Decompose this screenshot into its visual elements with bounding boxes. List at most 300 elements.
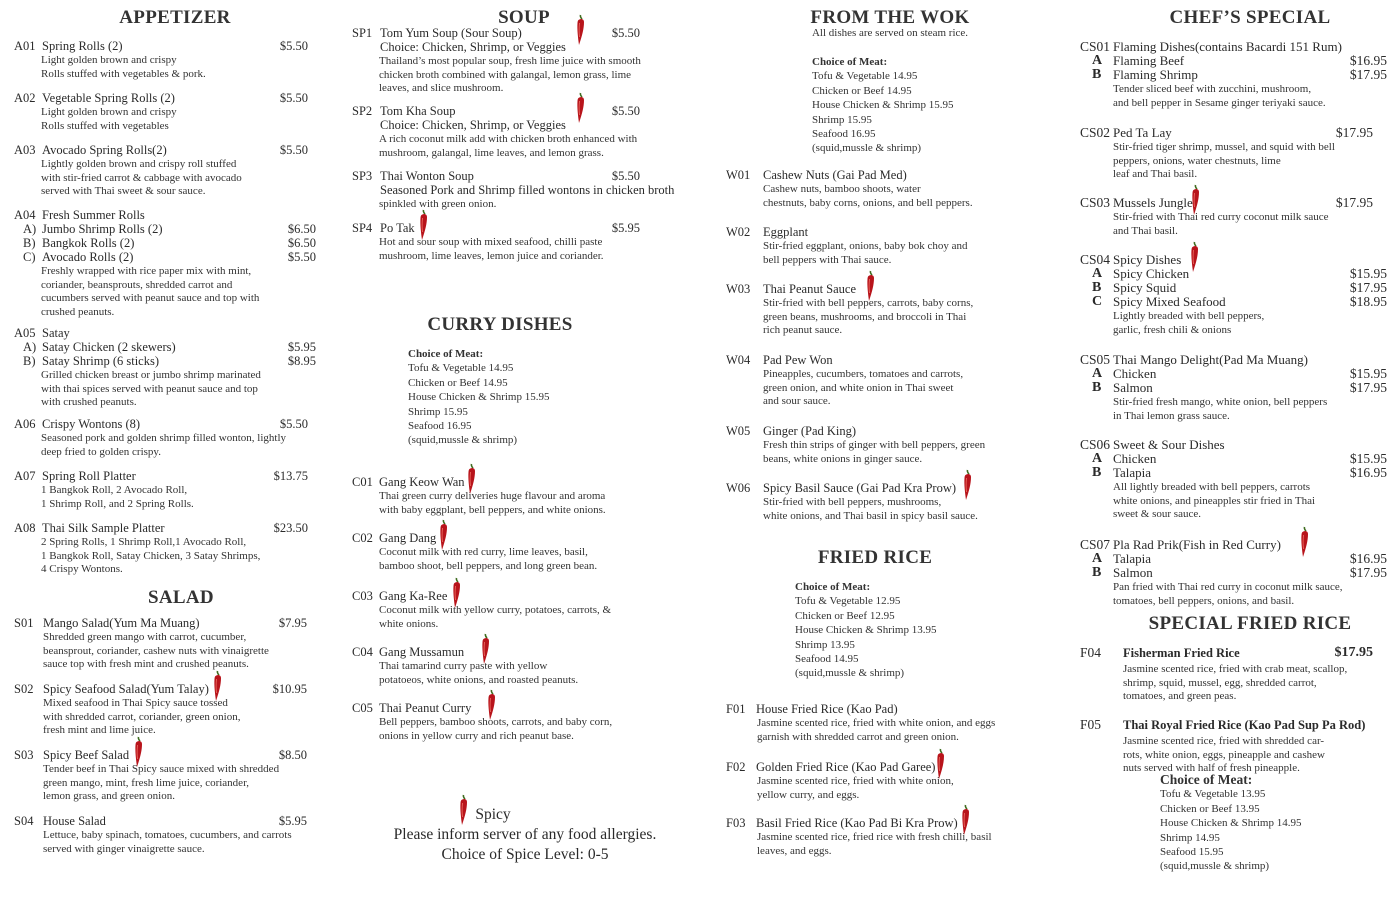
meat-choice-title: Choice of Meat:: [812, 56, 888, 68]
spicy-chili-icon: [865, 270, 876, 302]
item-name: Crispy Wontons (8): [42, 417, 141, 431]
description-line: lemon grass, and green onion.: [43, 790, 175, 803]
item-code: S02: [14, 682, 34, 696]
description-line: sweet & sour sauce.: [1113, 508, 1201, 521]
description-line: in Thai lemon grass sauce.: [1113, 409, 1230, 422]
item-price: $7.95: [278, 616, 307, 630]
item-code: C01: [352, 475, 373, 489]
item-price: $17.95: [1334, 645, 1373, 660]
item-code: W06: [726, 481, 751, 495]
description-line: beansprout, coriander, cashew nuts with vinaigrette: [43, 644, 269, 657]
description-line: 4 Crispy Wontons.: [41, 563, 123, 576]
item-name: Thai Wonton Soup: [380, 169, 474, 183]
sub-option-price: $6.50: [287, 236, 316, 250]
meat-choice-line: Shrimp 15.95: [812, 113, 872, 126]
sub-option-name: Chicken: [1113, 451, 1157, 466]
wok-subheading: All dishes are served on steam rice.: [811, 27, 969, 39]
item-choice: Seasoned Pork and Shrimp filled wontons in chicken broth: [380, 183, 675, 197]
description-line: Lettuce, baby spinach, tomatoes, cucumbers, and carrots: [43, 829, 292, 841]
description-line: rich peanut sauce.: [763, 324, 843, 337]
item-code: CS02: [1080, 125, 1111, 140]
item-description: [1113, 211, 1329, 238]
item-name: Ginger (Pad King): [763, 424, 857, 438]
sub-option-letter: B): [23, 236, 36, 250]
item-name: Eggplant: [763, 225, 809, 239]
meat-choice-line: Chicken or Beef 13.95: [1160, 802, 1260, 815]
description-line: Seasoned pork and golden shrimp filled wonton, lightly: [41, 432, 287, 444]
item-code: A07: [14, 469, 36, 483]
item-name: Spicy Beef Salad: [43, 748, 130, 762]
item-price: $5.50: [279, 143, 308, 157]
item-code: F05: [1080, 717, 1102, 732]
description-line: green onion, and white onion in Thai sweet: [763, 381, 954, 394]
description-line: and Thai basil.: [1113, 224, 1178, 237]
sub-option-price: $17.95: [1349, 67, 1387, 82]
item-name: Gang Keow Wan: [379, 475, 465, 489]
sub-option-name: Jumbo Shrimp Rolls (2): [42, 222, 163, 236]
sub-option-name: Satay Chicken (2 skewers): [42, 340, 176, 354]
meat-choice-line: Tofu & Vegetable 14.95: [812, 70, 918, 83]
sub-option-letter: A: [1092, 451, 1103, 466]
description-line: Coconut milk with red curry, lime leaves, basil,: [379, 546, 588, 558]
item-name: House Salad: [43, 814, 106, 828]
description-line: Thai tamarind curry paste with yellow: [379, 660, 548, 672]
description-line: mushroom, lime leaves, lemon juice and coriander.: [379, 249, 604, 262]
item-name: Spring Rolls (2): [42, 39, 123, 53]
item-name: Gang Mussamun: [379, 645, 465, 659]
description-line: rots, white onion, eggs, pineapple and cashew: [1123, 748, 1325, 761]
item-name: Flaming Dishes(contains Bacardi 151 Rum): [1113, 39, 1342, 54]
spice-level-notice: Choice of Spice Level: 0-5: [441, 846, 609, 863]
description-line: Pan fried with Thai red curry in coconut milk sauce,: [1113, 581, 1343, 593]
description-line: peppers, onions, water chestnuts, lime: [1113, 154, 1281, 167]
item-name: Po Tak: [380, 221, 415, 235]
description-line: shrimp, squid, mussel, egg, shredded carrot,: [1123, 676, 1317, 689]
sub-option-price: $17.95: [1349, 380, 1387, 395]
meat-choice-line: Shrimp 15.95: [408, 405, 468, 418]
appetizer-heading: APPETIZER: [119, 7, 231, 28]
item-name: Ped Ta Lay: [1113, 125, 1172, 140]
wok-heading: FROM THE WOK: [810, 7, 970, 28]
description-line: Grilled chicken breast or jumbo shrimp marinated: [41, 369, 261, 381]
item-price: $5.50: [611, 26, 640, 40]
description-line: leaf and Thai basil.: [1113, 168, 1198, 181]
item-name: Gang Dang: [379, 531, 437, 545]
sub-option-price: $5.50: [287, 250, 316, 264]
special-fried-rice-heading: SPECIAL FRIED RICE: [1148, 613, 1352, 634]
item-choice: Choice: Chicken, Shrimp, or Veggies: [380, 40, 566, 54]
item-code: A06: [14, 417, 36, 431]
spicy-chili-icon: [212, 670, 223, 702]
item-code: W03: [726, 282, 751, 296]
description-line: green beans, mushrooms, and broccoli in Thai: [763, 310, 967, 323]
salad-heading: SALAD: [148, 587, 214, 608]
sub-option-price: $6.50: [287, 222, 316, 236]
item-code: C05: [352, 701, 373, 715]
allergy-notice: Please inform server of any food allergies.: [393, 826, 657, 843]
item-name: Tom Kha Soup: [380, 104, 456, 118]
item-code: S01: [14, 616, 34, 630]
meat-choice-line: (squid,mussle & shrimp): [812, 142, 922, 155]
meat-choice-line: House Chicken & Shrimp 15.95: [812, 99, 954, 112]
description-line: bamboo shoot, bell peppers, and long green bean.: [379, 559, 598, 572]
sub-option-price: $17.95: [1349, 280, 1387, 295]
curry-heading: CURRY DISHES: [427, 314, 573, 335]
sub-option-price: $15.95: [1349, 266, 1387, 281]
item-price: $23.50: [273, 521, 308, 535]
spicy-chili-icon: [466, 463, 477, 495]
description-line: fresh mint and lime juice.: [43, 724, 156, 737]
meat-choice-title: Choice of Meat:: [408, 348, 484, 360]
item-code: CS05: [1080, 352, 1111, 367]
spicy-chili-icon: [480, 633, 491, 665]
description-line: Thai green curry deliveries huge flavour and aroma: [379, 490, 606, 502]
description-line: white onions.: [379, 617, 439, 630]
spicy-chili-icon: [1299, 526, 1310, 558]
description-line: chicken broth combined with galangal, lemon grass, lime: [379, 68, 632, 81]
description-line: leaves, and slice mushroom.: [379, 82, 504, 95]
item-name: Thai Peanut Sauce: [763, 282, 857, 296]
description-line: nuts served with half of fresh pineapple.: [1123, 762, 1300, 775]
item-name: Vegetable Spring Rolls (2): [42, 91, 175, 105]
item-code: SP2: [352, 104, 373, 118]
sub-option-letter: A: [1092, 53, 1103, 68]
meat-choice-line: House Chicken & Shrimp 13.95: [795, 624, 937, 637]
item-price: $8.50: [278, 748, 307, 762]
item-code: C02: [352, 531, 373, 545]
description-line: 1 Shrimp Roll, and 2 Spring Rolls.: [41, 497, 194, 510]
item-name: Fresh Summer Rolls: [42, 208, 145, 222]
sub-option-name: Flaming Beef: [1113, 53, 1185, 68]
sub-option-name: Salmon: [1113, 565, 1153, 580]
meat-choice-line: House Chicken & Shrimp 15.95: [408, 391, 550, 404]
sub-option-letter: A): [23, 340, 37, 354]
description-line: bell peppers with Thai sauce.: [763, 253, 892, 266]
description-line: Stir-fried fresh mango, white onion, bell peppers: [1113, 396, 1328, 408]
sub-option-price: $16.95: [1349, 465, 1387, 480]
item-code: CS07: [1080, 537, 1111, 552]
meat-choice-line: Tofu & Vegetable 12.95: [795, 595, 901, 608]
item-code: C03: [352, 589, 373, 603]
sub-option-letter: B): [23, 354, 36, 368]
item-code: A02: [14, 91, 36, 105]
item-name: Spring Roll Platter: [42, 469, 136, 483]
item-code: SP1: [352, 26, 373, 40]
meat-choice-line: Chicken or Beef 14.95: [408, 376, 508, 389]
item-name: House Fried Rice (Kao Pad): [756, 702, 898, 716]
item-price: $5.50: [611, 169, 640, 183]
item-description: [1113, 141, 1335, 182]
sub-option-letter: C): [23, 250, 36, 264]
description-line: 2 Spring Rolls, 1 Shrimp Roll,1 Avocado Roll,: [41, 536, 247, 548]
description-line: leaves, and eggs.: [757, 844, 832, 857]
description-line: white onions, and pineapples stir fried in Thai: [1113, 494, 1316, 507]
item-code: CS01: [1080, 39, 1111, 54]
item-name: Mussels Jungle: [1113, 195, 1193, 210]
item-name: Spicy Basil Sauce (Gai Pad Kra Prow): [763, 481, 957, 495]
item-name: Basil Fried Rice (Kao Pad Bi Kra Prow): [756, 816, 958, 830]
item-code: A03: [14, 143, 36, 157]
description-line: Thailand’s most popular soup, fresh lime juice with smooth: [379, 55, 641, 67]
sub-option-price: $15.95: [1349, 451, 1387, 466]
description-line: Tender beef in Thai Spicy sauce mixed with shredded: [43, 763, 280, 775]
description-line: Fresh thin strips of ginger with bell peppers, green: [763, 439, 986, 451]
description-line: served with ginger vinaigrette sauce.: [43, 842, 205, 855]
description-line: Coconut milk with yellow curry, potatoes, carrots, &: [379, 604, 612, 616]
sub-option-name: Talapia: [1113, 465, 1152, 480]
meat-choice-line: Seafood 15.95: [1160, 846, 1224, 859]
item-name: Thai Mango Delight(Pad Ma Muang): [1113, 352, 1308, 367]
spicy-chili-icon: [418, 209, 429, 241]
item-description: [1113, 83, 1326, 110]
spicy-legend-label: Spicy: [475, 806, 511, 823]
description-line: Lightly golden brown and crispy roll stuffed: [41, 158, 237, 170]
description-line: Stir-fried with bell peppers, carrots, baby corns,: [763, 297, 974, 309]
description-line: with thai spices served with peanut sauce and top: [41, 382, 258, 395]
item-name: Fisherman Fried Rice: [1123, 646, 1240, 660]
meat-choice-line: Shrimp 13.95: [795, 638, 855, 651]
sub-option-price: $17.95: [1349, 565, 1387, 580]
item-description: [1113, 310, 1264, 337]
item-price: $5.50: [279, 417, 308, 431]
description-line: Light golden brown and crispy: [41, 106, 177, 118]
item-code: W05: [726, 424, 751, 438]
description-line: beans, white onions in ginger sauce.: [763, 452, 923, 465]
sub-option-price: $15.95: [1349, 366, 1387, 381]
description-line: with crushed peanuts.: [41, 396, 137, 409]
description-line: Lightly breaded with bell peppers,: [1113, 310, 1265, 322]
item-price: $10.95: [272, 682, 307, 696]
item-price: $5.50: [279, 91, 308, 105]
description-line: Cashew nuts, bamboo shoots, water: [763, 183, 921, 195]
description-line: and sour sauce.: [763, 395, 831, 408]
item-name: Spicy Seafood Salad(Yum Talay): [43, 682, 209, 696]
item-code: F04: [1080, 645, 1102, 660]
item-price: $17.95: [1335, 195, 1373, 210]
item-description: [1123, 735, 1325, 776]
spicy-chili-icon: [960, 804, 971, 836]
soup-heading: SOUP: [498, 7, 550, 28]
item-name: Gang Ka-Ree: [379, 589, 448, 603]
sub-option-price: $18.95: [1349, 294, 1387, 309]
item-name: Cashew Nuts (Gai Pad Med): [763, 168, 907, 182]
description-line: Light golden brown and crispy: [41, 54, 177, 66]
description-line: chestnuts, baby corns, onions, and bell peppers.: [763, 196, 973, 209]
item-price: $5.50: [279, 39, 308, 53]
item-code: F03: [726, 816, 746, 830]
description-line: Jasmine scented rice, fried with shredded car-: [1123, 735, 1325, 747]
item-name: Pla Rad Prik(Fish in Red Curry): [1113, 537, 1281, 552]
item-code: CS06: [1080, 437, 1111, 452]
item-description: [1113, 581, 1343, 608]
description-line: Shredded green mango with carrot, cucumber,: [43, 631, 247, 643]
sub-option-name: Flaming Shrimp: [1113, 67, 1198, 82]
sub-option-letter: B: [1092, 280, 1102, 295]
description-line: cucumbers served with peanut sauce and top with: [41, 292, 260, 305]
item-name: Thai Peanut Curry: [379, 701, 472, 715]
item-name: Pad Pew Won: [763, 353, 833, 367]
description-line: potatoeos, white onions, and roasted peanuts.: [379, 673, 579, 686]
description-line: with stir-fried carrot & cabbage with avocado: [41, 171, 242, 184]
item-code: C04: [352, 645, 373, 659]
description-line: garlic, fresh chili & onions: [1113, 323, 1232, 336]
description-line: crushed peanuts.: [41, 305, 115, 318]
description-line: mushroom, galangal, lime leaves, and lemon grass.: [379, 146, 604, 159]
item-name: Tom Yum Soup (Sour Soup): [380, 26, 522, 40]
item-code: CS03: [1080, 195, 1111, 210]
sub-option-letter: B: [1092, 565, 1102, 580]
meat-choice-line: Seafood 16.95: [408, 420, 472, 433]
special-fried-rice-meat-choices: [1160, 773, 1301, 874]
item-code: A01: [14, 39, 36, 53]
description-line: Stir-fried with bell peppers, mushrooms,: [763, 496, 942, 508]
item-name: Spicy Dishes: [1113, 252, 1182, 267]
sub-option-letter: A: [1092, 551, 1103, 566]
sub-option-letter: A: [1092, 366, 1103, 381]
item-code: A08: [14, 521, 36, 535]
sub-option-letter: A: [1092, 266, 1103, 281]
item-name: Avocado Spring Rolls(2): [42, 143, 167, 157]
item-code: S03: [14, 748, 34, 762]
description-line: Jasmine scented rice, fried with white onion,: [757, 775, 954, 787]
description-line: and bell pepper in Sesame ginger teriyaki sauce.: [1113, 96, 1326, 109]
item-description: [1113, 396, 1327, 423]
description-line: sauce top with fresh mint and crushed peanuts.: [43, 658, 249, 671]
sub-option-letter: B: [1092, 380, 1102, 395]
description-line: 1 Bangkok Roll, 2 Avocado Roll,: [41, 484, 188, 496]
description-line: Stir-fried eggplant, onions, baby bok choy and: [763, 240, 968, 252]
description-line: Jasmine scented rice, fried rice with fresh chilli, basil: [757, 831, 992, 843]
sub-option-name: Spicy Chicken: [1113, 266, 1190, 281]
spicy-chili-icon: [962, 469, 973, 501]
description-line: coriander, beansprouts, shredded carrot and: [41, 278, 233, 291]
description-line: white onions, and Thai basil in spicy basil sauce.: [763, 509, 978, 522]
chef-special-heading: CHEF’S SPECIAL: [1169, 7, 1331, 28]
meat-choice-line: Chicken or Beef 14.95: [812, 84, 912, 97]
sub-option-letter: A): [23, 222, 37, 236]
item-description: [1123, 663, 1347, 704]
item-code: W04: [726, 353, 751, 367]
item-price: $5.50: [611, 104, 640, 118]
item-price: $13.75: [273, 469, 308, 483]
fried-rice-heading: FRIED RICE: [817, 547, 933, 568]
spicy-chili-icon: [438, 519, 449, 551]
description-line: Freshly wrapped with rice paper mix with mint,: [41, 265, 252, 277]
description-line: with baby eggplant, bell peppers, and white onions.: [379, 503, 606, 516]
spicy-chili-icon: [1189, 241, 1200, 273]
meat-choice-line: Seafood 16.95: [812, 128, 876, 141]
item-price: $17.95: [1335, 125, 1373, 140]
meat-choice-line: Shrimp 14.95: [1160, 831, 1220, 844]
description-line: yellow curry, and eggs.: [757, 788, 860, 801]
sub-option-letter: B: [1092, 67, 1102, 82]
item-name: Mango Salad(Yum Ma Muang): [43, 616, 200, 630]
item-description: [1113, 481, 1315, 522]
meat-choice-line: Seafood 14.95: [795, 653, 859, 666]
sub-option-name: Satay Shrimp (6 sticks): [42, 354, 160, 368]
description-line: Rolls stuffed with vegetables: [41, 119, 169, 132]
description-line: A rich coconut milk add with chicken broth enhanced with: [379, 133, 638, 145]
spicy-chili-icon: [575, 14, 586, 46]
item-code: SP4: [352, 221, 373, 235]
description-line: Rolls stuffed with vegetables & pork.: [41, 67, 206, 80]
spicy-chili-icon: [133, 736, 144, 768]
description-line: Jasmine scented rice, fried with crab meat, scallop,: [1123, 663, 1348, 675]
sub-option-name: Spicy Mixed Seafood: [1113, 294, 1226, 309]
item-code: A04: [14, 208, 36, 222]
item-name: Golden Fried Rice (Kao Pad Garee): [756, 760, 936, 774]
spicy-chili-icon: [935, 748, 946, 780]
sub-option-price: $5.95: [287, 340, 316, 354]
spicy-chili-icon: [575, 92, 586, 124]
description-line: tomatoes, bell peppers, onions, and basil.: [1113, 594, 1295, 607]
description-line: Mixed seafood in Thai Spicy sauce tossed: [43, 697, 228, 709]
description-line: deep fried to golden crispy.: [41, 445, 161, 458]
sub-option-name: Talapia: [1113, 551, 1152, 566]
description-line: spinkled with green onion.: [379, 198, 497, 210]
item-code: W01: [726, 168, 751, 182]
description-line: 1 Bangkok Roll, Satay Chicken, 3 Satay Shrimps,: [41, 549, 261, 562]
description-line: tomatoes, and green peas.: [1123, 690, 1237, 703]
meat-choice-line: Tofu & Vegetable 14.95: [408, 362, 514, 375]
sub-option-name: Chicken: [1113, 366, 1157, 381]
sub-option-name: Avocado Rolls (2): [42, 250, 134, 264]
meat-choice-line: Tofu & Vegetable 13.95: [1160, 788, 1266, 801]
description-line: Bell peppers, bamboo shoots, carrots, and baby corn,: [379, 716, 613, 728]
meat-choice-line: (squid,mussle & shrimp): [408, 434, 518, 447]
description-line: Stir-fried tiger shrimp, mussel, and squid with bell: [1113, 141, 1335, 153]
meat-choice-title: Choice of Meat:: [795, 581, 871, 593]
description-line: Tender sliced beef with zucchini, mushroom,: [1113, 83, 1312, 95]
item-name: Sweet & Sour Dishes: [1113, 437, 1225, 452]
item-name: Thai Silk Sample Platter: [42, 521, 165, 535]
meat-choice-line: House Chicken & Shrimp 14.95: [1160, 817, 1302, 830]
item-code: F02: [726, 760, 746, 774]
description-line: onions in yellow curry and rich peanut base.: [379, 729, 574, 742]
sub-option-letter: C: [1092, 294, 1103, 309]
sub-option-price: $16.95: [1349, 551, 1387, 566]
description-line: Stir-fried with Thai red curry coconut milk sauce: [1113, 211, 1329, 223]
description-line: served with Thai sweet & sour sauce.: [41, 185, 206, 198]
item-code: W02: [726, 225, 751, 239]
item-code: F01: [726, 702, 746, 716]
item-price: $5.95: [611, 221, 640, 235]
spicy-chili-icon: [1190, 184, 1201, 216]
spicy-chili-icon: [451, 577, 462, 609]
sub-option-price: $16.95: [1349, 53, 1387, 68]
item-price: $5.95: [278, 814, 307, 828]
sub-option-letter: B: [1092, 465, 1102, 480]
description-line: with shredded carrot, coriander, green onion,: [43, 710, 241, 723]
description-line: garnish with shredded carrot and green onion.: [757, 730, 959, 743]
item-code: S04: [14, 814, 34, 828]
meat-choice-line: (squid,mussle & shrimp): [795, 667, 905, 680]
meat-choice-title: Choice of Meat:: [1160, 772, 1253, 787]
item-name: Satay: [42, 326, 70, 340]
item-code: A05: [14, 326, 36, 340]
description-line: Hot and sour soup with mixed seafood, chilli paste: [379, 236, 603, 248]
sub-option-name: Bangkok Rolls (2): [42, 236, 135, 250]
description-line: Jasmine scented rice, fried with white onion, and eggs: [757, 717, 996, 729]
meat-choice-line: (squid,mussle & shrimp): [1160, 860, 1270, 873]
spicy-chili-icon: [486, 689, 497, 721]
item-code: CS04: [1080, 252, 1111, 267]
description-line: green mango, mint, fresh lime juice, coriander,: [43, 776, 250, 789]
description-line: All lightly breaded with bell peppers, carrots: [1113, 481, 1311, 493]
sub-option-name: Salmon: [1113, 380, 1153, 395]
meat-choice-line: Chicken or Beef 12.95: [795, 609, 895, 622]
sub-option-name: Spicy Squid: [1113, 280, 1177, 295]
